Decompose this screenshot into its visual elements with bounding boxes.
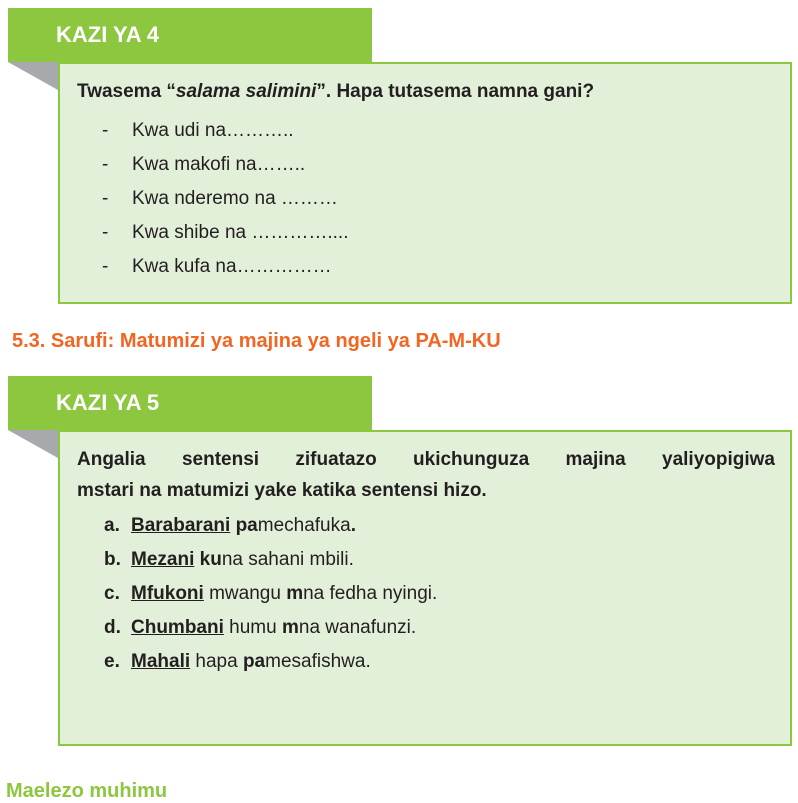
list-item: - Kwa shibe na ………….... [102,222,349,243]
activity-4-title: KAZI YA 4 [56,22,160,47]
tab-fold-corner [8,62,58,90]
list-item: - Kwa makofi na…….. [102,154,306,175]
activity-5-tab [8,376,372,430]
list-item: - Kwa nderemo na ……… [102,188,338,209]
list-item: - Kwa udi na……….. [102,120,294,141]
activity-4-question: Twasema “salama salimini”. Hapa tutasema namna gani? [77,81,595,102]
list-item: c. Mfukoni mwangu mna fedha nyingi. [104,583,438,604]
activity-4-tab [8,8,372,62]
next-section-heading: Maelezo muhimu [6,780,168,802]
list-item: - Kwa kufa na…………… [102,256,332,277]
activity-5-title: KAZI YA 5 [56,390,160,415]
list-item: b. Mezani kuna sahani mbili. [104,549,354,570]
list-item: a. Barabarani pamechafuka. [104,515,356,536]
activity-5-instruction: Angalia sentensi zifuatazo ukichunguza majina yaliyopigiwa mstari na matumizi yake katika sentensi hizo. [77,449,775,501]
tab-fold-corner [8,430,58,458]
section-heading: 5.3. Sarufi: Matumizi ya majina ya ngeli ya PA-M-KU [12,330,501,352]
list-item: d. Chumbani humu mna wanafunzi. [104,617,417,638]
list-item: e. Mahali hapa pamesafishwa. [104,651,371,672]
